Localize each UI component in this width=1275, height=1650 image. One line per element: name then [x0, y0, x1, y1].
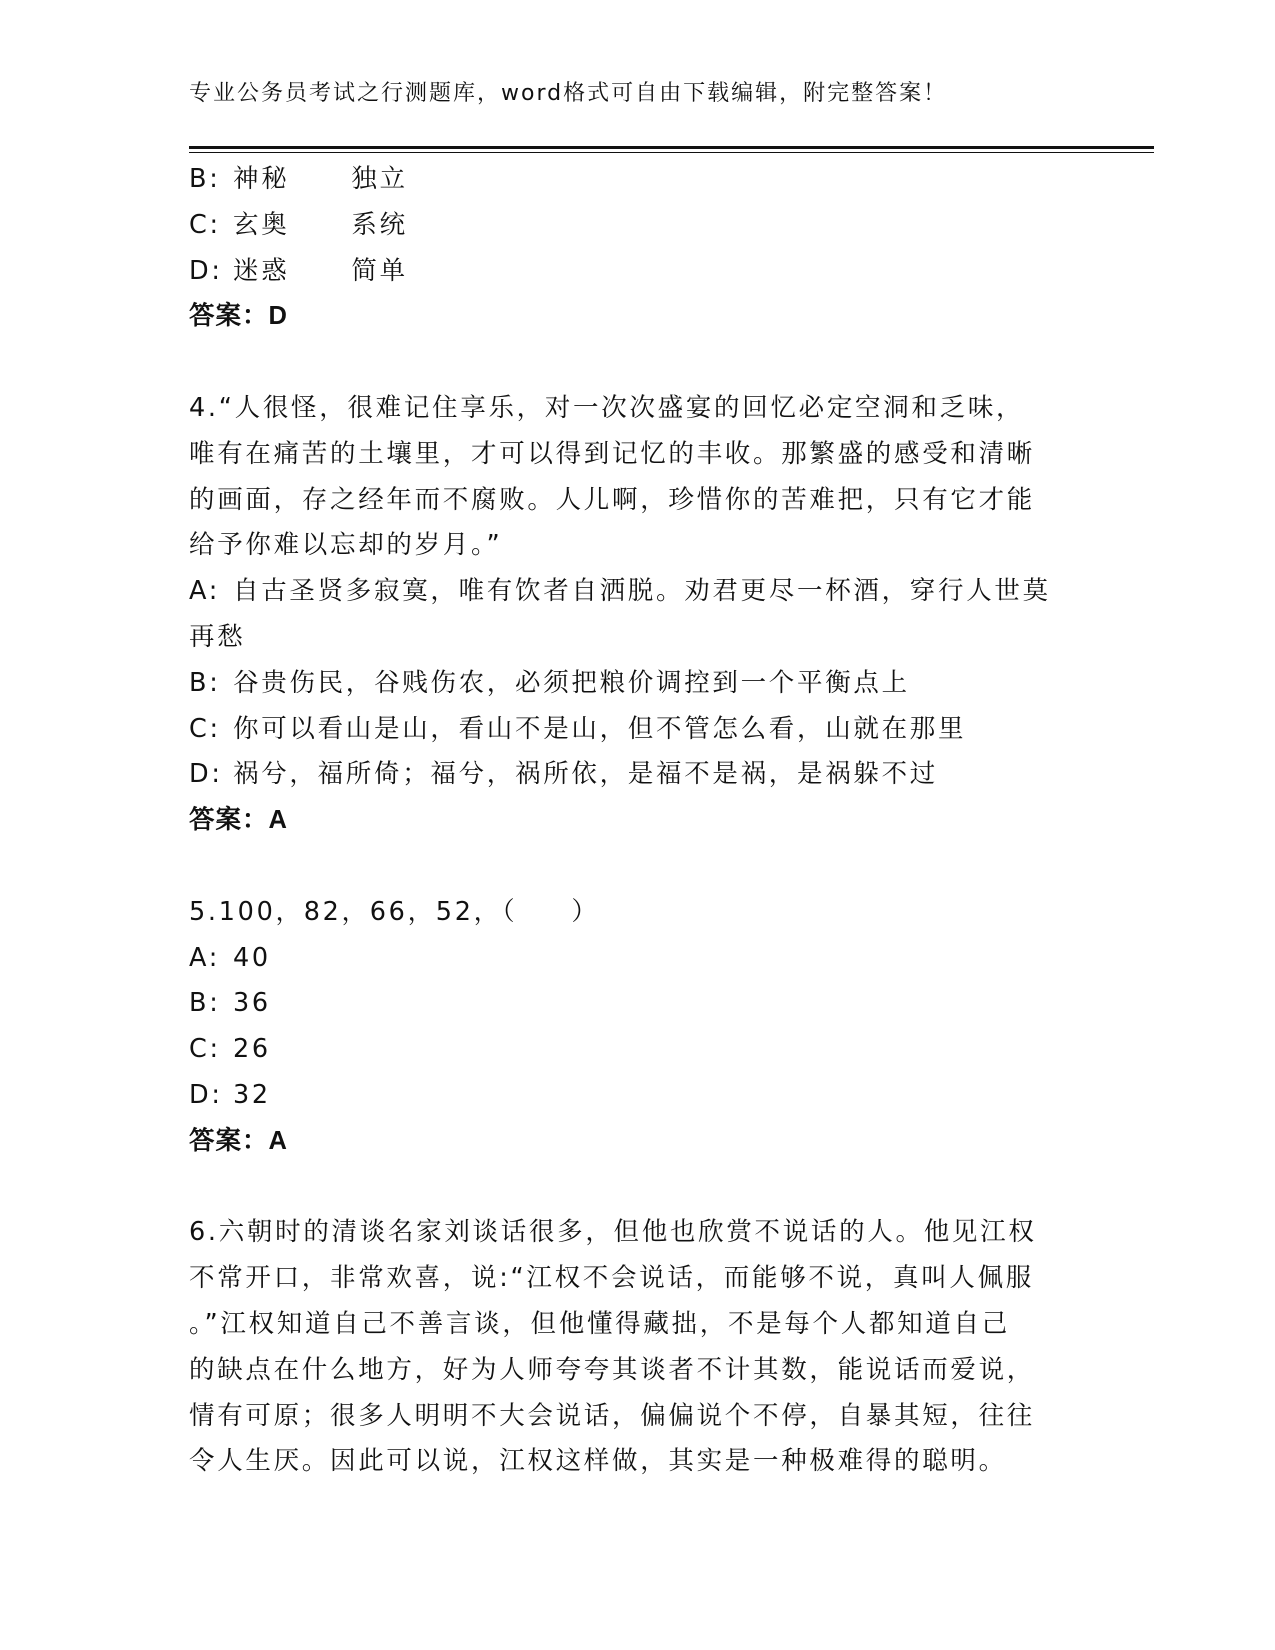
- option-word1: 迷惑: [233, 255, 290, 286]
- q4-stem-line: 的画面，存之经年而不腐败。人儿啊，珍惜你的苦难把，只有它才能: [189, 484, 1036, 515]
- q3-option-c: [189, 203, 1089, 249]
- q5-option-b: [189, 981, 1089, 1027]
- option-letter: B:: [189, 667, 221, 698]
- q5-option-d: [189, 1073, 1089, 1119]
- option-letter: B:: [189, 164, 221, 194]
- q6-stem-line: 6.六朝时的清谈名家刘谈话很多，但他也欣赏不说话的人。他见江权: [189, 1217, 1037, 1248]
- page-header: 专业公务员考试之行测题库，word格式可自由下载编辑，附完整答案！: [189, 81, 948, 106]
- option-word2: 独立: [351, 164, 408, 194]
- q3-option-d: [189, 249, 1089, 295]
- option-letter: D:: [189, 1079, 223, 1110]
- q4-stem-line: 唯有在痛苦的土壤里，才可以得到记忆的丰收。那繁盛的感受和清晰: [189, 438, 1036, 469]
- q4-option-d: [189, 752, 1089, 798]
- q3-option-b: [189, 157, 1089, 203]
- option-letter: C:: [189, 713, 221, 744]
- option-letter: D:: [189, 759, 223, 790]
- content-body: [189, 157, 1089, 1485]
- option-text: 32: [233, 1079, 271, 1110]
- q4-option-a-continued: 再愁: [189, 621, 246, 652]
- option-letter: C:: [189, 1034, 221, 1065]
- option-letter: A:: [189, 942, 220, 973]
- option-letter: B:: [189, 988, 221, 1019]
- q4-stem-line: 4.“人很怪，很难记住享乐，对一次次盛宴的回忆必定空洞和乏味，: [189, 392, 1025, 423]
- q4-option-c: [189, 707, 1089, 753]
- option-text: 你可以看山是山，看山不是山，但不管怎么看，山就在那里: [233, 713, 967, 744]
- q6-stem-line: 令人生厌。因此可以说，江权这样做，其实是一种极难得的聪明。: [189, 1446, 1007, 1477]
- q5-answer: 答案：A: [189, 1126, 288, 1155]
- q6-stem-line: 的缺点在什么地方，好为人师夸夸其谈者不计其数，能说话而爱说，: [189, 1354, 1036, 1385]
- option-word2: 简单: [351, 255, 408, 286]
- q5-option-c: [189, 1027, 1089, 1073]
- q5-stem: 5.100，82，66，52，（ ）: [189, 896, 600, 927]
- q3-answer: 答案：D: [189, 302, 288, 331]
- option-letter: C:: [189, 209, 221, 240]
- q4-answer: 答案：A: [189, 806, 288, 835]
- header-rule-thin: [189, 152, 1154, 153]
- q4-stem-line: 给予你难以忘却的岁月。”: [189, 530, 503, 561]
- q4-option-b: [189, 661, 1089, 707]
- q6-stem-line: 不常开口，非常欢喜，说:“江权不会说话，而能够不说，真叫人佩服: [189, 1263, 1035, 1294]
- option-text: 谷贵伤民，谷贱伤农，必须把粮价调控到一个平衡点上: [233, 667, 910, 698]
- header-rule-thick: [189, 146, 1154, 149]
- option-text: 40: [233, 942, 271, 973]
- option-text: 自古圣贤多寂寞，唯有饮者自洒脱。劝君更尽一杯酒，穿行人世莫: [233, 576, 1051, 607]
- q6-stem-line: 情有可原；很多人明明不大会说话，偏偏说个不停，自暴其短，往往: [189, 1400, 1036, 1431]
- option-text: 祸兮，福所倚；福兮，祸所依，是福不是祸，是祸躲不过: [233, 759, 939, 790]
- q5-option-a: [189, 936, 1089, 982]
- option-word1: 神秘: [233, 164, 290, 194]
- option-text: 36: [233, 988, 271, 1019]
- q4-option-a: [189, 569, 1089, 615]
- q6-stem-line: 。”江权知道自己不善言谈，但他懂得藏拙，不是每个人都知道自己: [189, 1308, 1010, 1339]
- option-word2: 系统: [351, 209, 408, 240]
- option-letter: A:: [189, 576, 220, 607]
- option-word1: 玄奥: [233, 209, 290, 240]
- option-text: 26: [233, 1034, 271, 1065]
- option-letter: D:: [189, 255, 223, 286]
